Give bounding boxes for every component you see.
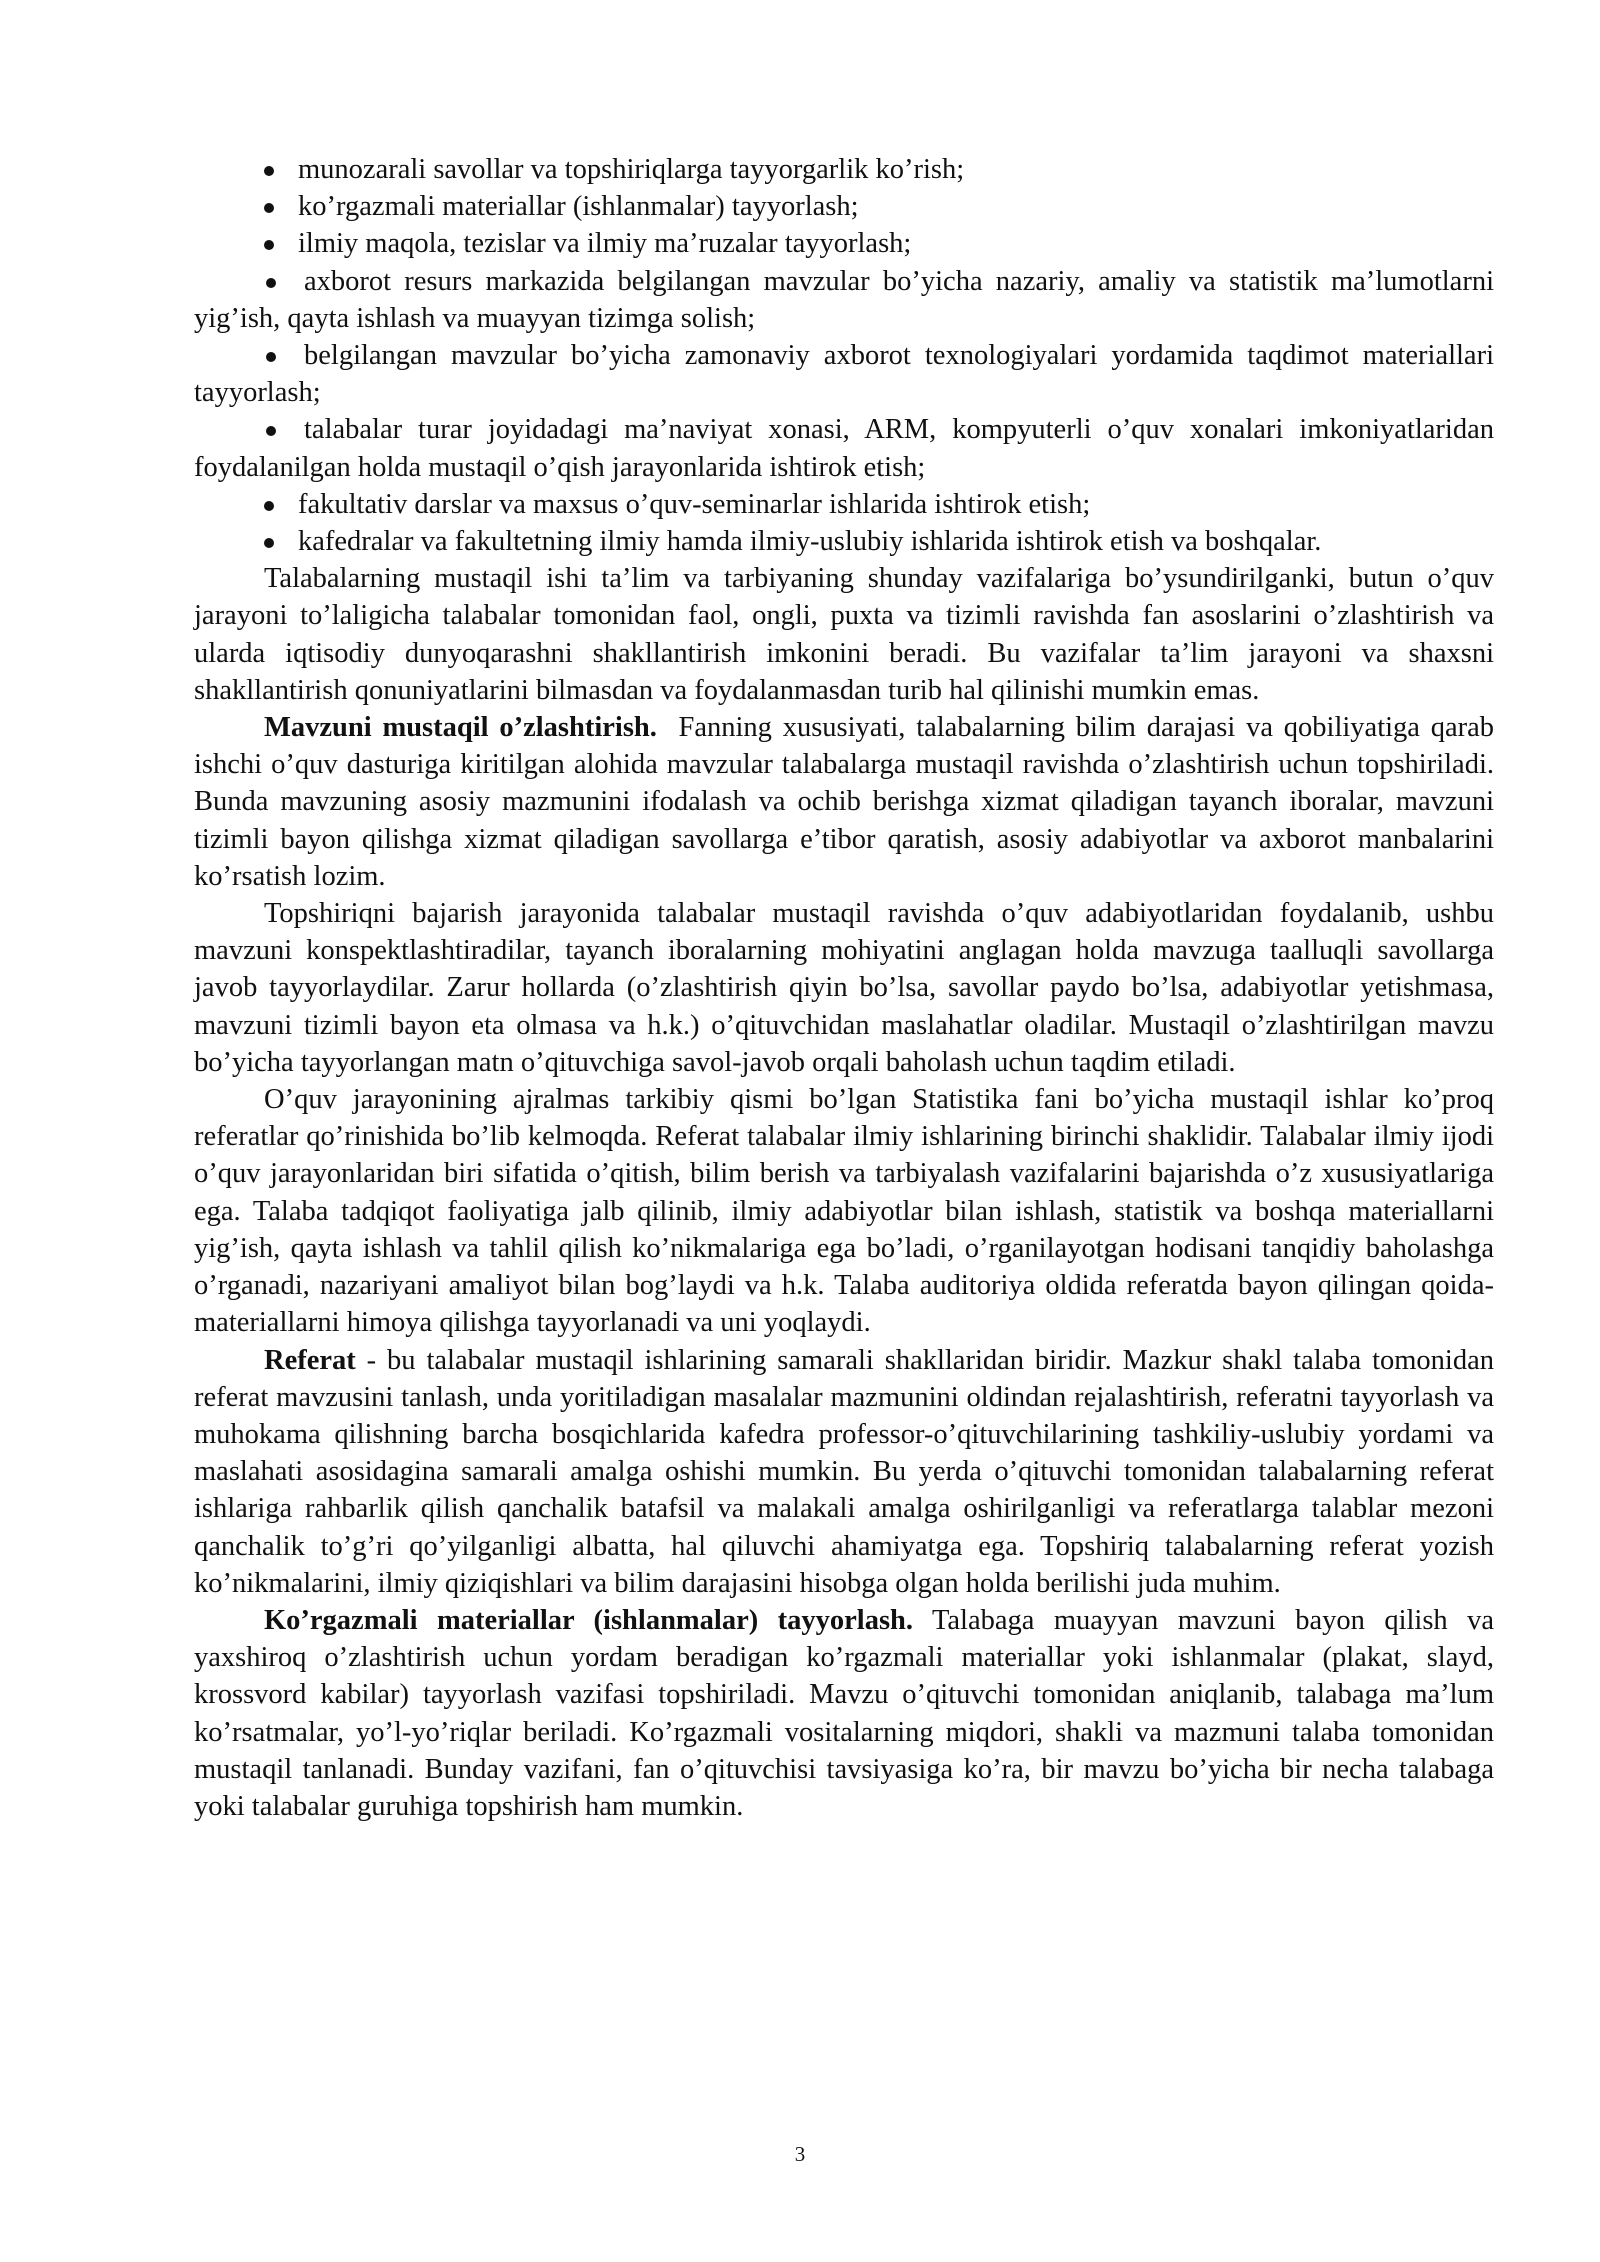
document-page — [194, 151, 1494, 1825]
bullet-item: kafedralar va fakultetning ilmiy hamda ilmiy-uslubiy ishlarida ishtirok etish va boshqalar. — [194, 523, 1494, 560]
paragraph: O’quv jarayonining ajralmas tarkibiy qismi bo’lgan Statistika fani bo’yicha mustaqil ishlar ko’proq referatlar qo’rinishida bo’lib kelmoqda. Referat talabalar ilmiy ishlarining birinchi shaklidir. Talabalar ilmiy ijodi o’quv jarayonlaridan biri sifatida o’qitish, bilim berish va tarbiyalash vazifalarini bajarishda o’z xususiyatlariga ega. Talaba tadqiqot faoliyatiga jalb qilinib, ilmiy adabiyotlar bilan ishlash, statistik va boshqa materiallarni yig’ish, qayta ishlash va tahlil qilish ko’nikmalariga ega bo’ladi, o’rganilayotgan hodisani tanqidiy baholashga o’rganadi, nazariyani amaliyot bilan bog’laydi va h.k. Talaba auditoriya oldida referatda bayon qilingan qoida-materiallarni himoya qilishga tayyorlanadi va uni yoqlaydi. — [194, 1084, 1494, 1339]
paragraph-text: Talabaga muayyan mavzuni bayon qilish va yaxshiroq o’zlashtirish uchun yordam beradigan ko’rgazmali materiallar yoki ishlanmalar (plakat, slayd, krossvord kabilar) tayyorlash vazifasi topshiriladi. Mavzu o’qituvchi tomonidan aniqlanib, talabaga ma’lum ko’rsatmalar, yo’l-yo’riqlar beriladi. Ko’rgazmali vositalarning miqdori, shakli va mazmuni talaba tomonidan mustaqil tanlanadi. Bunday vazifani, fan o’qituvchisi tavsiyasiga ko’ra, bir mavzu bo’yicha bir necha talabaga yoki talabalar guruhiga topshirish ham mumkin. — [194, 1604, 1495, 1822]
paragraph — [194, 709, 1494, 895]
paragraph-text: - bu talabalar mustaqil ishlarining samarali shakllaridan biridir. Mazkur shakl talaba tomonidan referat mavzusini tanlash, unda yoritiladigan masalalar mazmunini oldindan rejalashtirish, referatni tayyorlash va muhokama qilishning barcha bosqichlarida kafedra professor-o’qituvchilarining tashkiliy-uslubiy yordami va maslahati asosidagina samarali amalga oshishi mumkin. Bu yerda o’qituvchi tomonidan talabalarning referat ishlariga rahbarlik qilish qanchalik batafsil va malakali amalga oshirilganligi va referatlarga talablar mezoni qanchalik to’g’ri qo’yilganligi albatta, hal qiluvchi ahamiyatga ega. Topshiriq talabalarning referat yozish ko’nikmalarini, ilmiy qiziqishlari va bilim darajasini hisobga olgan holda berilishi juda muhim. — [194, 1344, 1495, 1599]
bullet-item: munozarali savollar va topshiriqlarga tayyorgarlik ko’rish; — [194, 151, 1494, 188]
paragraph: Topshiriqni bajarish jarayonida talabalar mustaqil ravishda o’quv adabiyotlaridan foydalanib, ushbu mavzuni konspektlashtiradilar, tayanch iboralarning mohiyatini anglagan holda mavzuga taalluqli savollarga javob tayyorlaydilar. Zarur hollarda (o’zlashtirish qiyin bo’lsa, savollar paydo bo’lsa, adabiyotlar yetishmasa, mavzuni tizimli bayon eta olmasa va h.k.) o’qituvchidan maslahatlar oladilar. Mustaqil o’zlashtirilgan mavzu bo’yicha tayyorlangan matn o’qituvchiga savol-javob orqali baholash uchun taqdim etiladi. — [194, 898, 1494, 1078]
bullet-item: belgilangan mavzular bo’yicha zamonaviy axborot texnologiyalari yordamida taqdimot materiallari tayyorlash; — [194, 337, 1494, 411]
paragraph-heading: Mavzuni mustaqil o’zlashtirish. — [264, 712, 657, 744]
paragraph — [194, 1602, 1494, 1825]
bullet-item: axborot resurs markazida belgilangan mavzular bo’yicha nazariy, amaliy va statistik ma’lumotlarni yig’ish, qayta ishlash va muayyan tizimga solish; — [194, 263, 1494, 337]
paragraph-heading: Ko’rgazmali materiallar (ishlanmalar) tayyorlash. — [264, 1604, 914, 1636]
bullet-item: talabalar turar joyidadagi ma’naviyat xonasi, ARM, kompyuterli o’quv xonalari imkoniyatlaridan foydalanilgan holda mustaqil o’qish jarayonlarida ishtirok etish; — [194, 411, 1494, 485]
bullet-item: ilmiy maqola, tezislar va ilmiy ma’ruzalar tayyorlash; — [194, 225, 1494, 262]
paragraph: Talabalarning mustaqil ishi ta’lim va tarbiyaning shunday vazifalariga bo’ysundirilganki, butun o’quv jarayoni to’laligicha talabalar tomonidan faol, ongli, puxta va tizimli ravishda fan asoslarini o’zlashtirish va ularda iqtisodiy dunyoqarashni shakllantirish imkonini beradi. Bu vazifalar ta’lim jarayoni va shaxsni shakllantirish qonuniyatlarini bilmasdan va foydalanmasdan turib hal qilinishi mumkin emas. — [194, 563, 1494, 706]
paragraph — [194, 1342, 1494, 1602]
bullet-item: fakultativ darslar va maxsus o’quv-seminarlar ishlarida ishtirok etish; — [194, 486, 1494, 523]
bullet-item: ko’rgazmali materiallar (ishlanmalar) tayyorlash; — [194, 188, 1494, 225]
paragraph-heading: Referat — [264, 1344, 356, 1376]
paragraph-text: Fanning xususiyati, talabalarning bilim darajasi va qobiliyatiga qarab ishchi o’quv dasturiga kiritilgan alohida mavzular talabalarga mustaqil ravishda o’zlashtirish uchun topshiriladi. Bunda mavzuning asosiy mazmunini ifodalash va ochib berishga xizmat qiladigan tayanch iboralar, mavzuni tizimli bayon qilishga xizmat qiladigan savollarga e’tibor qaratish, asosiy adabiyotlar va axborot manbalarini ko’rsatish lozim. — [194, 712, 1495, 892]
page-number: 3 — [794, 2142, 806, 2166]
